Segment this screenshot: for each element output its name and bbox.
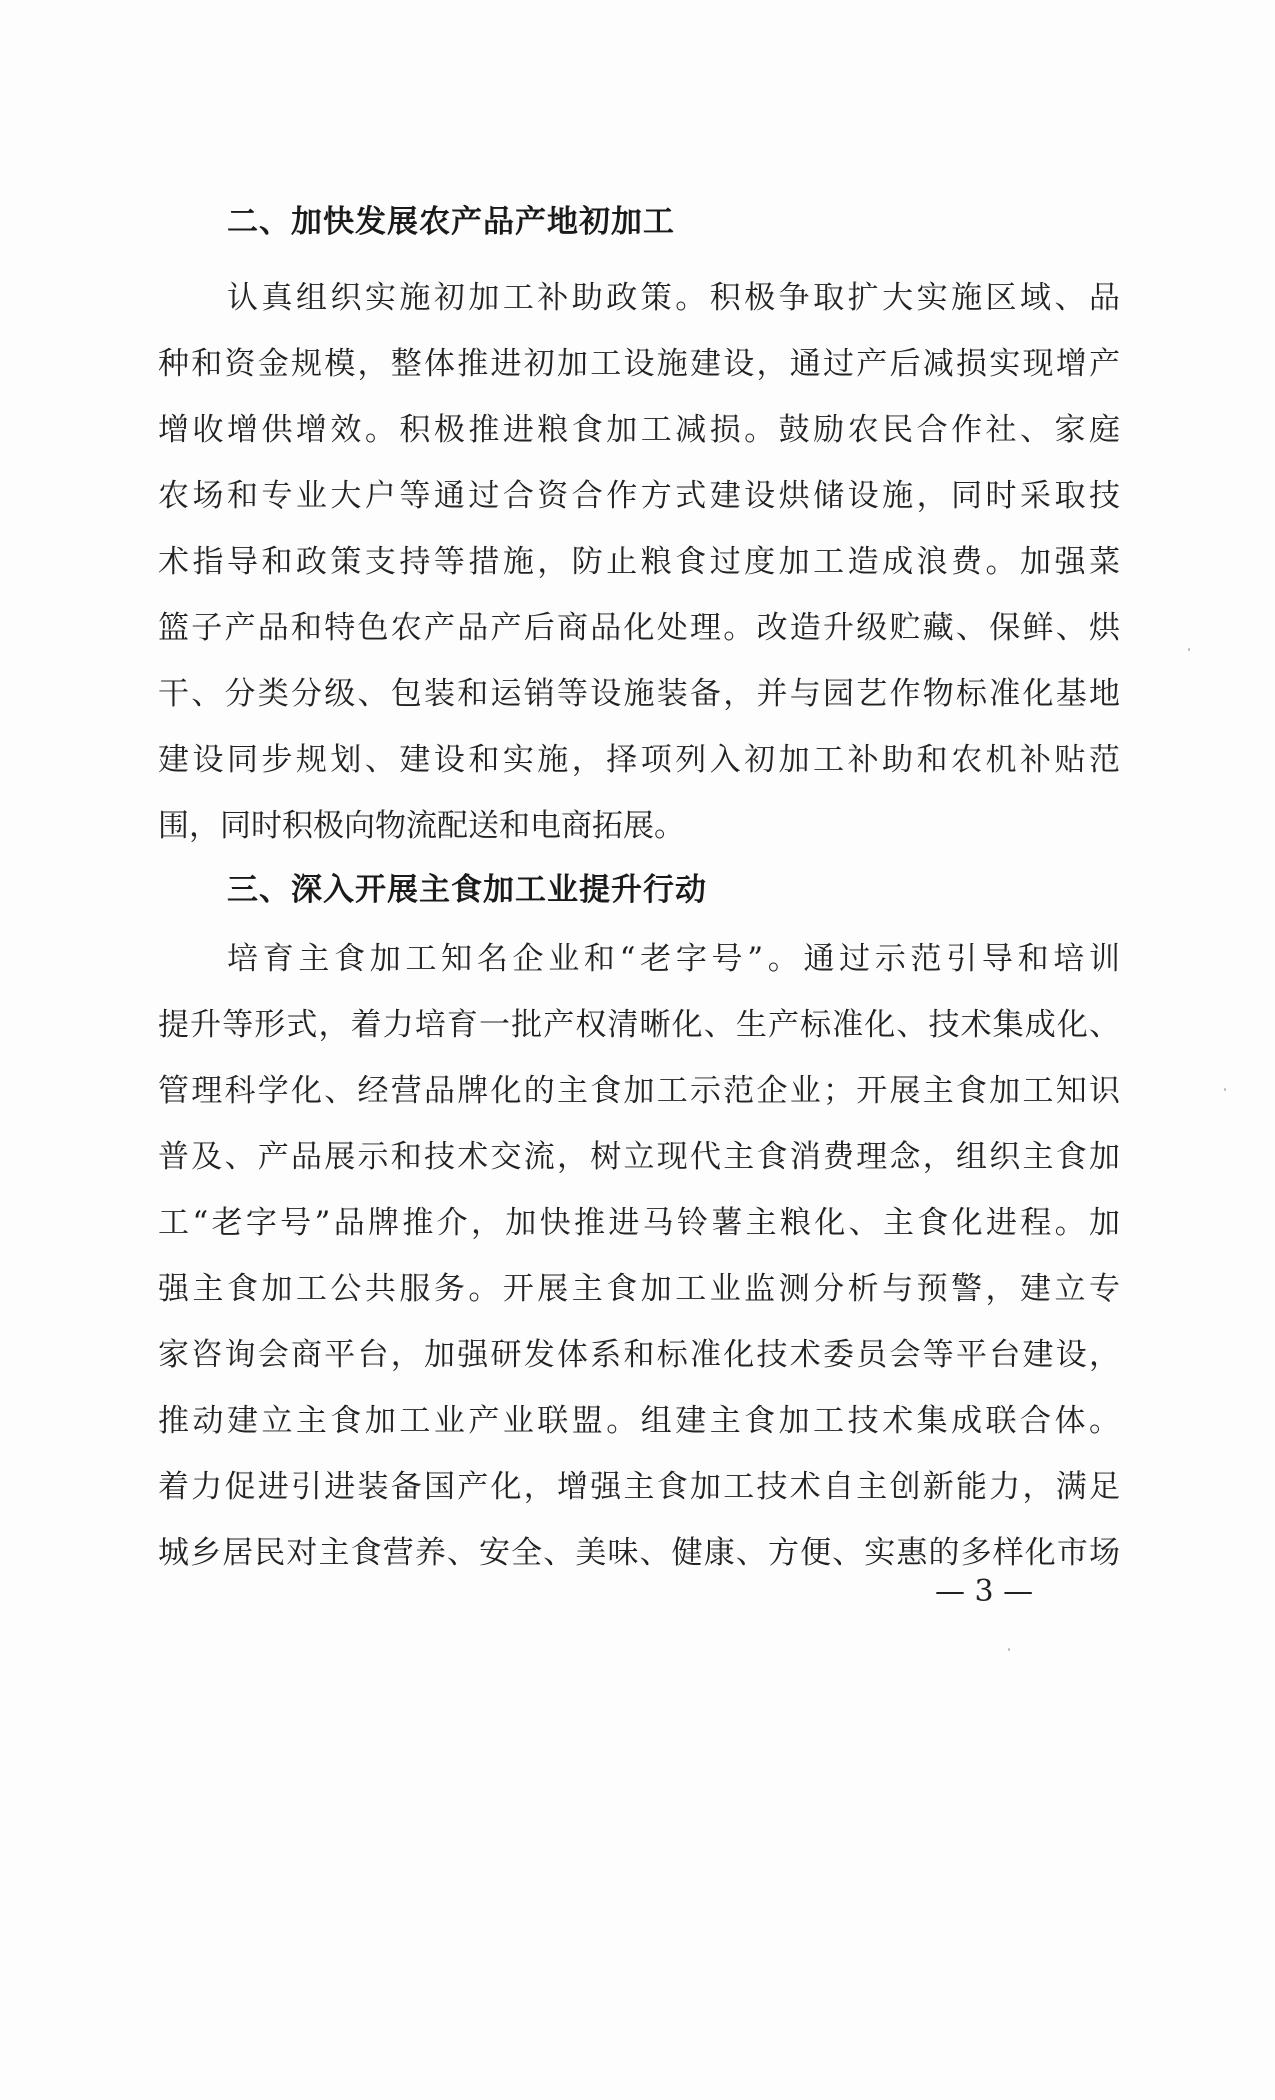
text-line: 提升等形式，着力培育一批产权清晰化、生产标准化、技术集成化、	[158, 1007, 1120, 1043]
text-line: 工“老字号”品牌推介，加快推进马铃薯主粮化、主食化进程。加	[158, 1205, 1120, 1241]
section-heading-2: 二、加快发展农产品产地初加工	[227, 204, 675, 240]
text-line: 农场和专业大户等通过合资合作方式建设烘储设施，同时采取技	[158, 478, 1120, 514]
text-line: 建设同步规划、建设和实施，择项列入初加工补助和农机补贴范	[158, 742, 1120, 778]
text-line: 篮子产品和特色农产品产后商品化处理。改造升级贮藏、保鲜、烘	[158, 610, 1120, 646]
page-number: — 3 —	[935, 1574, 1034, 1609]
text-line: 增收增供增效。积极推进粮食加工减损。鼓励农民合作社、家庭	[158, 412, 1120, 448]
scan-speck	[1188, 648, 1190, 651]
text-line: 种和资金规模，整体推进初加工设施建设，通过产后减损实现增产	[158, 346, 1120, 382]
text-line: 干、分类分级、包装和运销等设施装备，并与园艺作物标准化基地	[158, 676, 1120, 712]
text-line: 认真组织实施初加工补助政策。积极争取扩大实施区域、品	[227, 280, 1120, 316]
text-line: 培育主食加工知名企业和“老字号”。通过示范引导和培训	[227, 941, 1120, 977]
text-line: 管理科学化、经营品牌化的主食加工示范企业；开展主食加工知识	[158, 1073, 1120, 1109]
text-line: 术指导和政策支持等措施，防止粮食过度加工造成浪费。加强菜	[158, 544, 1120, 580]
section-3-paragraph	[158, 926, 1120, 1586]
text-line: 城乡居民对主食营养、安全、美味、健康、方便、实惠的多样化市场	[158, 1535, 1120, 1571]
text-line: 着力促进引进装备国产化，增强主食加工技术自主创新能力，满足	[158, 1469, 1120, 1505]
text-line: 围，同时积极向物流配送和电商拓展。	[158, 808, 685, 844]
text-line: 家咨询会商平台，加强研发体系和标准化技术委员会等平台建设，	[158, 1337, 1120, 1373]
text-line: 推动建立主食加工业产业联盟。组建主食加工技术集成联合体。	[158, 1403, 1120, 1439]
scan-speck	[1224, 1088, 1226, 1091]
scan-speck	[1008, 1648, 1010, 1651]
text-line: 强主食加工公共服务。开展主食加工业监测分析与预警，建立专	[158, 1271, 1120, 1307]
section-heading-3: 三、深入开展主食加工业提升行动	[227, 872, 707, 908]
section-2-paragraph	[158, 265, 1120, 859]
text-line: 普及、产品展示和技术交流，树立现代主食消费理念，组织主食加	[158, 1139, 1120, 1175]
